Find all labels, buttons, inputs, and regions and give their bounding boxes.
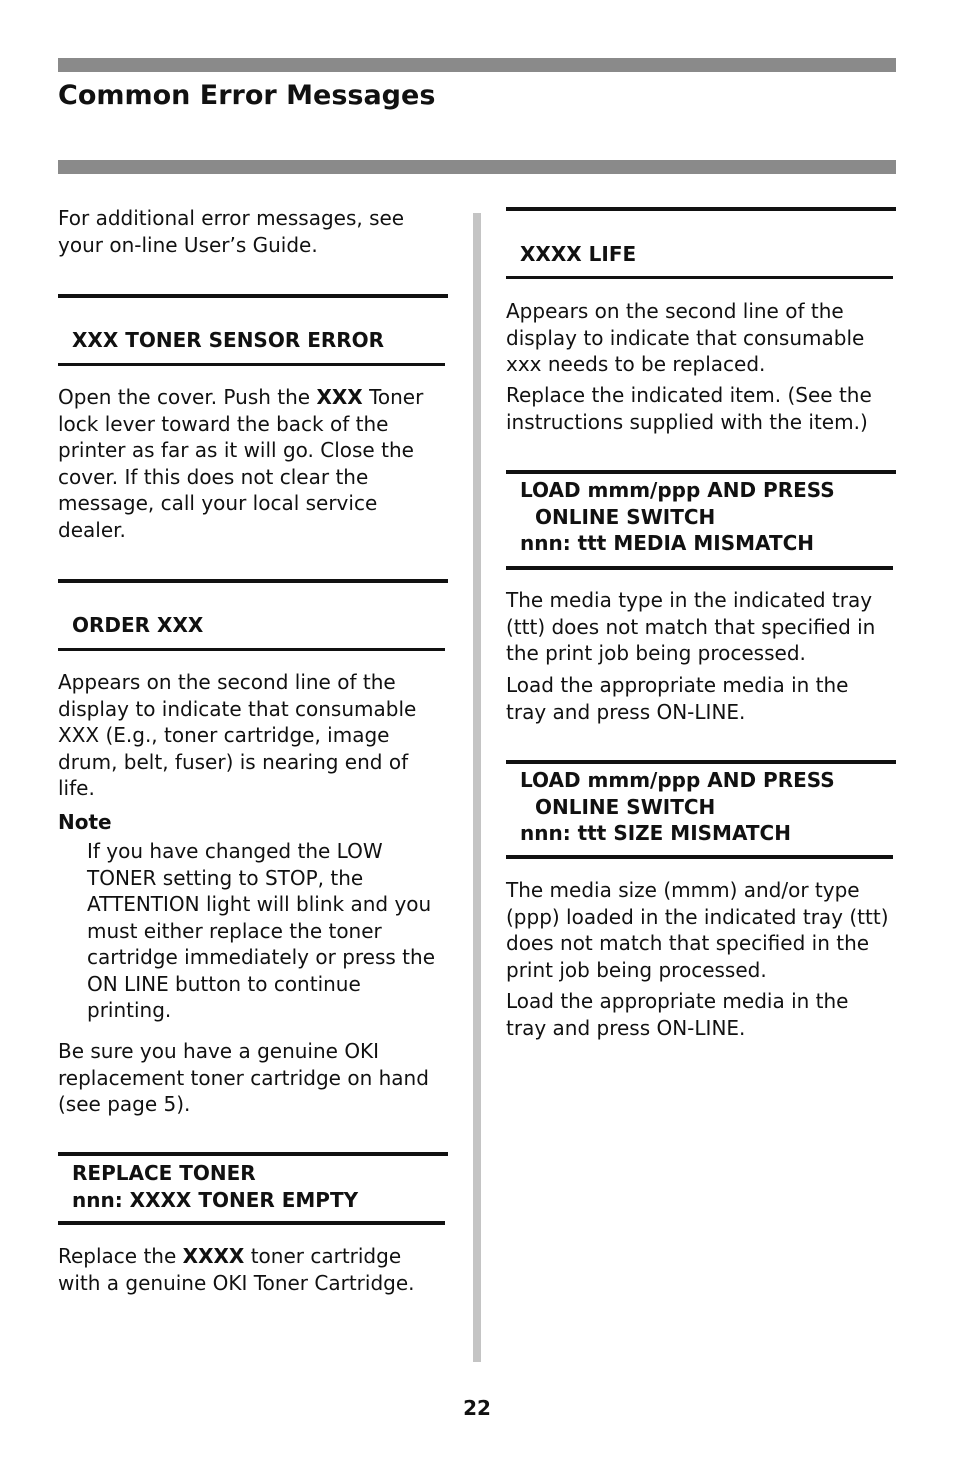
section-rule (58, 1221, 445, 1225)
page-title: Common Error Messages (58, 80, 436, 111)
heading-line: nnn: ttt MEDIA MISMATCH (520, 531, 815, 555)
section-rule (58, 1152, 448, 1156)
xxxx-life-heading: XXXX LIFE (520, 242, 637, 266)
media-mismatch-heading (520, 477, 835, 557)
note-text: If you have changed the LOW TONER setting to STOP, the ATTENTION light will blink and you must either replace the toner cartridge immediately or press the ON LINE button to continue printing. (87, 839, 435, 1022)
heading-line: nnn: XXXX TONER EMPTY (72, 1187, 359, 1212)
section-rule (506, 566, 893, 570)
section-rule (58, 648, 445, 651)
heading-line: ONLINE SWITCH (535, 504, 716, 529)
order-body-2: Be sure you have a genuine OKI replacement toner cartridge on hand (see page 5). (58, 1039, 429, 1116)
heading-line: LOAD mmm/ppp AND PRESS (520, 478, 835, 502)
heading-line: ONLINE SWITCH (535, 794, 716, 819)
section-rule (506, 855, 893, 859)
section-rule (58, 363, 445, 366)
top-bar (58, 58, 896, 72)
order-body: Appears on the second line of the display to indicate that consumable XXX (E.g., toner cartridge, image drum, belt, fuser) is nearing end of life. (58, 670, 417, 800)
replace-toner-body: Replace the XXXX toner cartridge with a genuine OKI Toner Cartridge. (58, 1244, 415, 1295)
page-number: 22 (463, 1396, 491, 1420)
media-mismatch-body-1: The media type in the indicated tray (ttt) does not match that specified in the print job being processed. (506, 588, 876, 665)
note-label: Note (58, 810, 112, 834)
section-rule (506, 207, 896, 211)
size-mismatch-body-2: Load the appropriate media in the tray and press ON-LINE. (506, 989, 849, 1040)
toner-sensor-error-heading: XXX TONER SENSOR ERROR (72, 328, 385, 352)
xxxx-life-body-2: Replace the indicated item. (See the instructions supplied with the item.) (506, 383, 872, 434)
toner-sensor-error-body: Open the cover. Push the XXX Toner lock lever toward the back of the printer as far as it will go. Close the cover. If this does not clear the message, call your local service dealer. (58, 385, 424, 542)
xxxx-life-body-1: Appears on the second line of the display to indicate that consumable xxx needs to be replaced. (506, 299, 865, 376)
column-divider (473, 213, 481, 1362)
title-underbar (58, 160, 896, 174)
section-rule (58, 579, 448, 583)
section-rule (58, 294, 448, 298)
section-rule (506, 760, 896, 764)
order-heading: ORDER XXX (72, 613, 204, 637)
media-mismatch-body-2: Load the appropriate media in the tray and press ON-LINE. (506, 673, 849, 724)
heading-line: REPLACE TONER (72, 1161, 256, 1185)
section-rule (506, 470, 896, 474)
replace-toner-heading (72, 1160, 358, 1213)
heading-line: LOAD mmm/ppp AND PRESS (520, 768, 835, 792)
size-mismatch-heading (520, 767, 835, 847)
section-rule (506, 276, 893, 279)
size-mismatch-body-1: The media size (mmm) and/or type (ppp) loaded in the indicated tray (ttt) does not match that specified in the print job being processed. (506, 878, 889, 982)
intro-text: For additional error messages, see your on-line User’s Guide. (58, 206, 405, 257)
heading-line: nnn: ttt SIZE MISMATCH (520, 821, 791, 845)
